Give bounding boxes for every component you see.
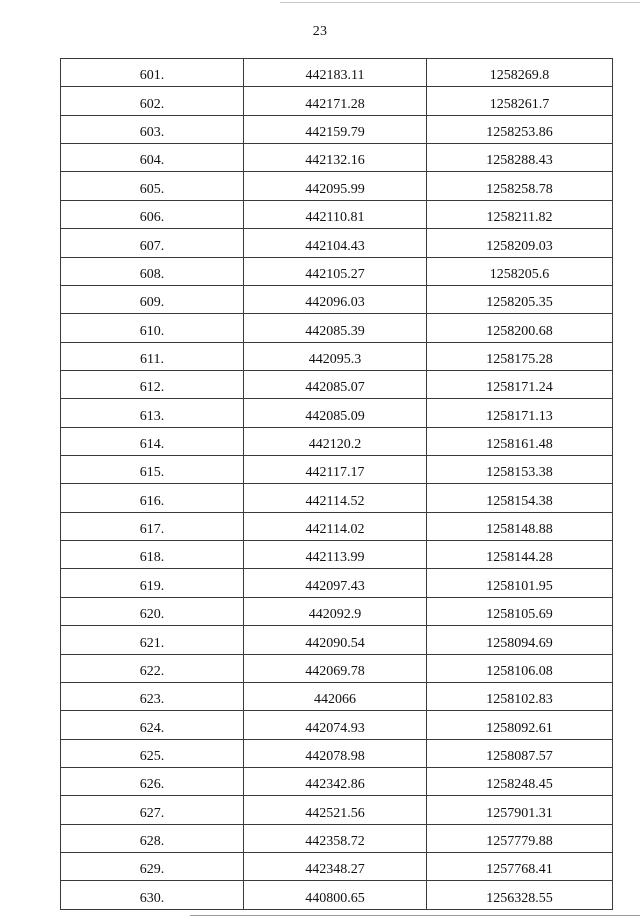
point-number-cell: 623. xyxy=(61,682,244,710)
x-coordinate-cell: 442348.27 xyxy=(244,853,427,881)
table-row xyxy=(61,257,613,285)
x-coordinate-cell: 440800.65 xyxy=(244,881,427,909)
table-row xyxy=(61,597,613,625)
table-row xyxy=(61,59,613,87)
table-row xyxy=(61,399,613,427)
x-coordinate-cell: 442104.43 xyxy=(244,229,427,257)
point-number-cell: 616. xyxy=(61,484,244,512)
table-row xyxy=(61,115,613,143)
point-number-cell: 614. xyxy=(61,427,244,455)
point-number-cell: 622. xyxy=(61,654,244,682)
table-row xyxy=(61,881,613,909)
table-row xyxy=(61,739,613,767)
point-number-cell: 615. xyxy=(61,456,244,484)
point-number-cell: 613. xyxy=(61,399,244,427)
table-row xyxy=(61,229,613,257)
table-row xyxy=(61,682,613,710)
table-row xyxy=(61,370,613,398)
coordinates-table-body xyxy=(61,59,613,910)
y-coordinate-cell: 1258154.38 xyxy=(427,484,613,512)
y-coordinate-cell: 1258153.38 xyxy=(427,456,613,484)
y-coordinate-cell: 1258087.57 xyxy=(427,739,613,767)
table-row xyxy=(61,427,613,455)
y-coordinate-cell: 1257779.88 xyxy=(427,824,613,852)
table-row xyxy=(61,342,613,370)
x-coordinate-cell: 442085.39 xyxy=(244,314,427,342)
x-coordinate-cell: 442132.16 xyxy=(244,144,427,172)
y-coordinate-cell: 1258094.69 xyxy=(427,626,613,654)
y-coordinate-cell: 1257768.41 xyxy=(427,853,613,881)
x-coordinate-cell: 442110.81 xyxy=(244,200,427,228)
point-number-cell: 605. xyxy=(61,172,244,200)
y-coordinate-cell: 1258105.69 xyxy=(427,597,613,625)
scan-edge-line-top xyxy=(280,2,640,3)
point-number-cell: 617. xyxy=(61,512,244,540)
x-coordinate-cell: 442085.09 xyxy=(244,399,427,427)
x-coordinate-cell: 442358.72 xyxy=(244,824,427,852)
table-row xyxy=(61,87,613,115)
point-number-cell: 606. xyxy=(61,200,244,228)
y-coordinate-cell: 1258258.78 xyxy=(427,172,613,200)
point-number-cell: 620. xyxy=(61,597,244,625)
table-row xyxy=(61,654,613,682)
point-number-cell: 626. xyxy=(61,767,244,795)
table-row xyxy=(61,796,613,824)
x-coordinate-cell: 442095.3 xyxy=(244,342,427,370)
x-coordinate-cell: 442097.43 xyxy=(244,569,427,597)
point-number-cell: 607. xyxy=(61,229,244,257)
y-coordinate-cell: 1258261.7 xyxy=(427,87,613,115)
y-coordinate-cell: 1258102.83 xyxy=(427,682,613,710)
x-coordinate-cell: 442105.27 xyxy=(244,257,427,285)
table-row xyxy=(61,314,613,342)
coordinates-table xyxy=(60,58,613,910)
x-coordinate-cell: 442171.28 xyxy=(244,87,427,115)
x-coordinate-cell: 442085.07 xyxy=(244,370,427,398)
x-coordinate-cell: 442159.79 xyxy=(244,115,427,143)
table-row xyxy=(61,456,613,484)
point-number-cell: 602. xyxy=(61,87,244,115)
table-row xyxy=(61,512,613,540)
point-number-cell: 603. xyxy=(61,115,244,143)
table-row xyxy=(61,144,613,172)
y-coordinate-cell: 1258200.68 xyxy=(427,314,613,342)
point-number-cell: 612. xyxy=(61,370,244,398)
y-coordinate-cell: 1258161.48 xyxy=(427,427,613,455)
point-number-cell: 624. xyxy=(61,711,244,739)
table-row xyxy=(61,626,613,654)
table-row xyxy=(61,824,613,852)
y-coordinate-cell: 1258144.28 xyxy=(427,541,613,569)
point-number-cell: 629. xyxy=(61,853,244,881)
x-coordinate-cell: 442074.93 xyxy=(244,711,427,739)
y-coordinate-cell: 1258106.08 xyxy=(427,654,613,682)
y-coordinate-cell: 1258148.88 xyxy=(427,512,613,540)
table-row xyxy=(61,569,613,597)
table-row xyxy=(61,200,613,228)
point-number-cell: 611. xyxy=(61,342,244,370)
y-coordinate-cell: 1258288.43 xyxy=(427,144,613,172)
point-number-cell: 608. xyxy=(61,257,244,285)
point-number-cell: 621. xyxy=(61,626,244,654)
y-coordinate-cell: 1258171.24 xyxy=(427,370,613,398)
point-number-cell: 609. xyxy=(61,285,244,313)
y-coordinate-cell: 1258205.6 xyxy=(427,257,613,285)
point-number-cell: 604. xyxy=(61,144,244,172)
table-row xyxy=(61,172,613,200)
point-number-cell: 625. xyxy=(61,739,244,767)
table-row xyxy=(61,285,613,313)
point-number-cell: 610. xyxy=(61,314,244,342)
y-coordinate-cell: 1258092.61 xyxy=(427,711,613,739)
y-coordinate-cell: 1258175.28 xyxy=(427,342,613,370)
y-coordinate-cell: 1256328.55 xyxy=(427,881,613,909)
table-row xyxy=(61,711,613,739)
x-coordinate-cell: 442078.98 xyxy=(244,739,427,767)
point-number-cell: 628. xyxy=(61,824,244,852)
x-coordinate-cell: 442090.54 xyxy=(244,626,427,654)
x-coordinate-cell: 442117.17 xyxy=(244,456,427,484)
x-coordinate-cell: 442095.99 xyxy=(244,172,427,200)
point-number-cell: 601. xyxy=(61,59,244,87)
point-number-cell: 630. xyxy=(61,881,244,909)
table-row xyxy=(61,484,613,512)
point-number-cell: 619. xyxy=(61,569,244,597)
x-coordinate-cell: 442342.86 xyxy=(244,767,427,795)
page-number: 23 xyxy=(312,24,328,39)
scan-edge-line-bottom xyxy=(190,915,640,916)
point-number-cell: 618. xyxy=(61,541,244,569)
x-coordinate-cell: 442113.99 xyxy=(244,541,427,569)
y-coordinate-cell: 1258248.45 xyxy=(427,767,613,795)
y-coordinate-cell: 1258269.8 xyxy=(427,59,613,87)
y-coordinate-cell: 1258101.95 xyxy=(427,569,613,597)
x-coordinate-cell: 442066 xyxy=(244,682,427,710)
y-coordinate-cell: 1258253.86 xyxy=(427,115,613,143)
x-coordinate-cell: 442120.2 xyxy=(244,427,427,455)
x-coordinate-cell: 442521.56 xyxy=(244,796,427,824)
table-row xyxy=(61,541,613,569)
y-coordinate-cell: 1257901.31 xyxy=(427,796,613,824)
x-coordinate-cell: 442114.52 xyxy=(244,484,427,512)
table-row xyxy=(61,767,613,795)
y-coordinate-cell: 1258171.13 xyxy=(427,399,613,427)
x-coordinate-cell: 442096.03 xyxy=(244,285,427,313)
table-row xyxy=(61,853,613,881)
point-number-cell: 627. xyxy=(61,796,244,824)
x-coordinate-cell: 442183.11 xyxy=(244,59,427,87)
y-coordinate-cell: 1258205.35 xyxy=(427,285,613,313)
x-coordinate-cell: 442092.9 xyxy=(244,597,427,625)
x-coordinate-cell: 442114.02 xyxy=(244,512,427,540)
y-coordinate-cell: 1258211.82 xyxy=(427,200,613,228)
y-coordinate-cell: 1258209.03 xyxy=(427,229,613,257)
x-coordinate-cell: 442069.78 xyxy=(244,654,427,682)
